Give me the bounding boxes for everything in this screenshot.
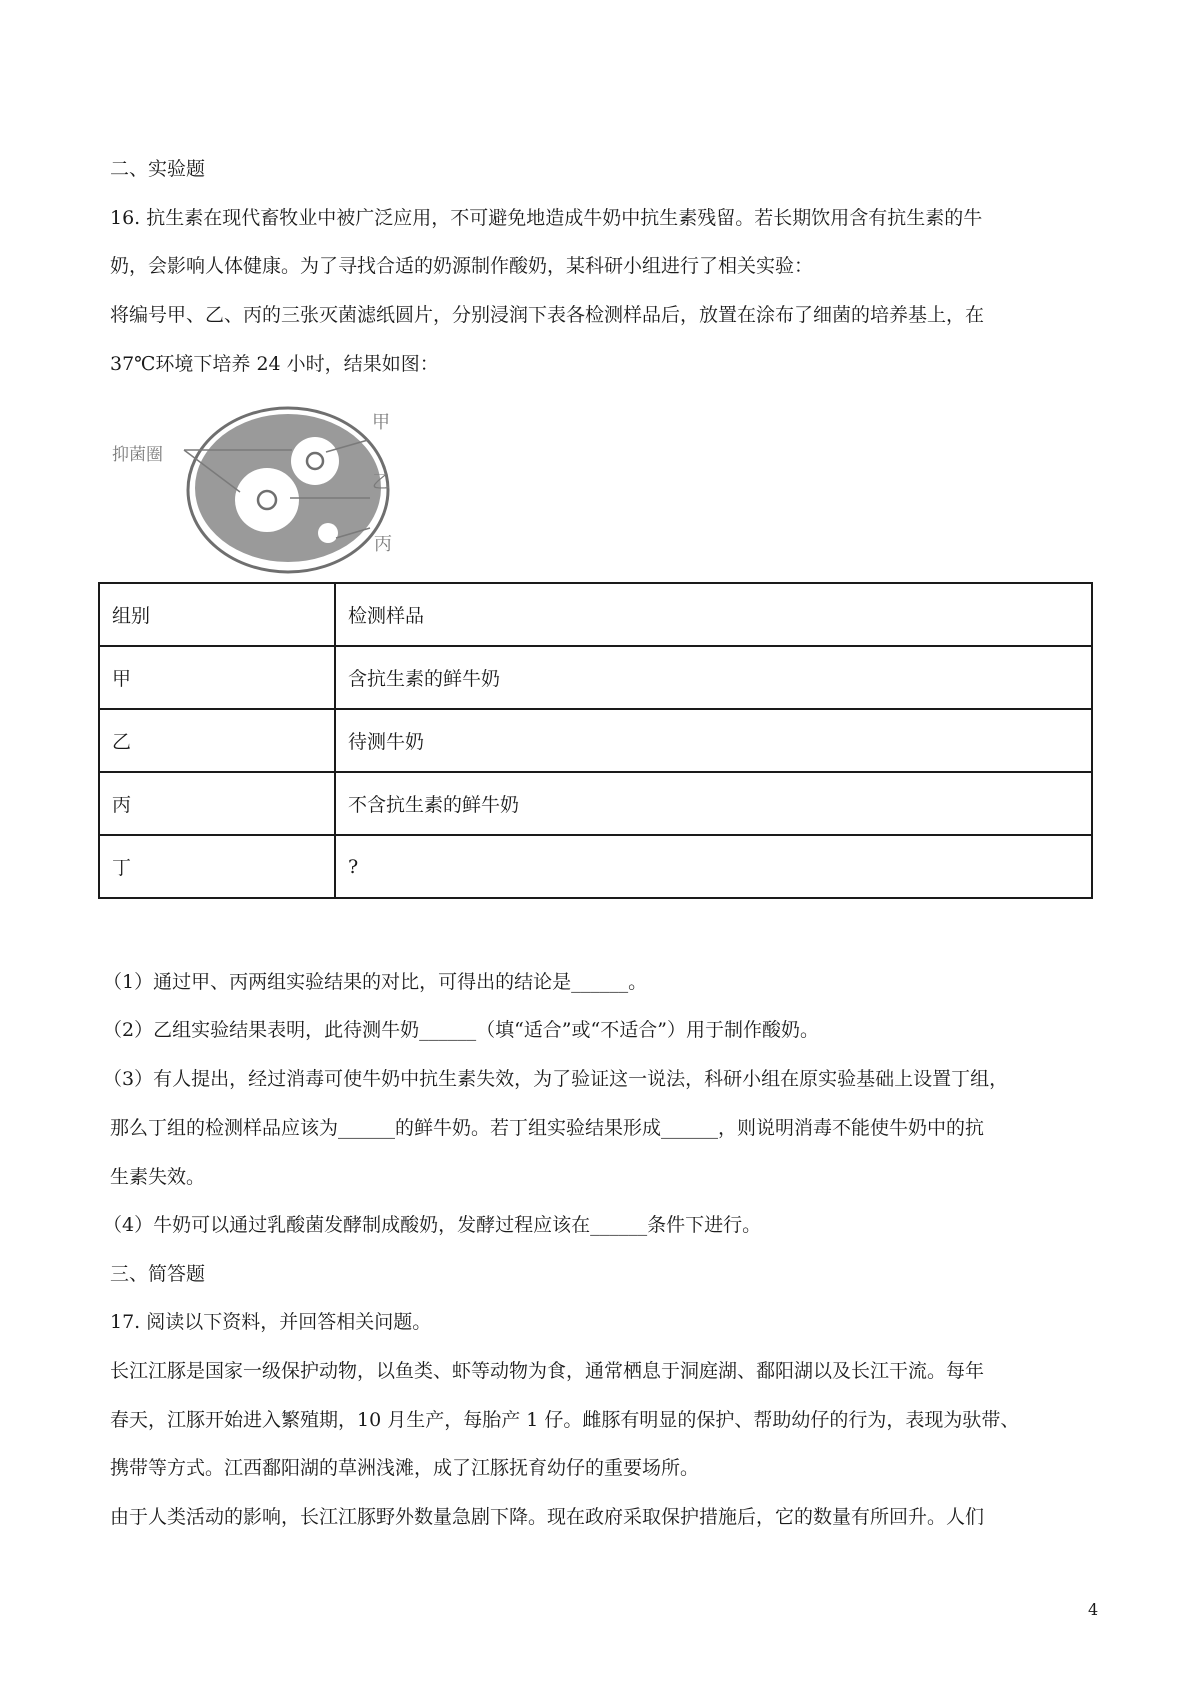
q16-subquestion-3-cont: 生素失效。 <box>110 1166 206 1188</box>
figure-label-bing: 丙 <box>374 534 392 555</box>
table-header-cell: 检测样品 <box>335 583 1092 646</box>
q17-line: 由于人类活动的影响，长江江豚野外数量急剧下降。现在政府采取保护措施后，它的数量有所回升。人们 <box>110 1506 985 1528</box>
table-cell-group: 丙 <box>99 772 335 835</box>
table-header-cell: 组别 <box>99 583 335 646</box>
q16-intro-line: 将编号甲、乙、丙的三张灭菌滤纸圆片，分别浸润下表各检测样品后，放置在涂布了细菌的培养基上，在 <box>110 304 985 326</box>
figure-label-jia: 甲 <box>372 412 390 433</box>
table-cell-group: 乙 <box>99 709 335 772</box>
q16-subquestion-2: （2）乙组实验结果表明，此待测牛奶______（填“适合”或“不适合”）用于制作酸奶。 <box>103 1019 819 1041</box>
q16-subquestion-1: （1）通过甲、丙两组实验结果的对比，可得出的结论是______。 <box>103 971 648 993</box>
page-number: 4 <box>1088 1600 1099 1619</box>
filter-disc-bing <box>318 523 338 543</box>
q16-subquestion-3: （3）有人提出，经过消毒可使牛奶中抗生素失效，为了验证这一说法，科研小组在原实验基础上设置丁组， <box>103 1068 1009 1090</box>
q17-line: 17. 阅读以下资料，并回答相关问题。 <box>110 1311 432 1333</box>
petri-dish-figure <box>112 400 432 575</box>
table-cell-sample: ? <box>335 835 1092 898</box>
q16-intro-line: 奶，会影响人体健康。为了寻找合适的奶源制作酸奶，某科研小组进行了相关实验： <box>110 255 814 277</box>
q16-intro-line: 16. 抗生素在现代畜牧业中被广泛应用，不可避免地造成牛奶中抗生素残留。若长期饮用含有抗生素的牛 <box>110 207 983 229</box>
q16-subquestion-4: （4）牛奶可以通过乳酸菌发酵制成酸奶，发酵过程应该在______条件下进行。 <box>103 1214 762 1236</box>
table-row <box>99 772 1092 835</box>
q17-line: 携带等方式。江西鄱阳湖的草洲浅滩，成了江豚抚育幼仔的重要场所。 <box>110 1457 700 1479</box>
table-cell-sample: 含抗生素的鲜牛奶 <box>335 646 1092 709</box>
q16-subquestion-3-cont: 那么丁组的检测样品应该为______的鲜牛奶。若丁组实验结果形成______，则说明消毒不能使牛奶中的抗 <box>110 1117 985 1139</box>
table-row <box>99 835 1092 898</box>
table-cell-group: 丁 <box>99 835 335 898</box>
inhibition-zone-yi <box>235 468 299 532</box>
section-heading-experiment: 二、实验题 <box>110 158 206 180</box>
table-header-row <box>99 583 1092 646</box>
sample-table <box>98 582 1093 899</box>
section-heading-short-answer: 三、简答题 <box>110 1263 206 1285</box>
inhibition-zone-jia <box>291 437 339 485</box>
figure-label-inhibition-zone: 抑菌圈 <box>112 445 163 465</box>
table-row <box>99 646 1092 709</box>
table-cell-sample: 待测牛奶 <box>335 709 1092 772</box>
table-cell-sample: 不含抗生素的鲜牛奶 <box>335 772 1092 835</box>
table-cell-group: 甲 <box>99 646 335 709</box>
q16-intro-line: 37℃环境下培养 24 小时，结果如图： <box>110 353 439 375</box>
figure-label-yi: 乙 <box>372 472 390 493</box>
q17-line: 春天，江豚开始进入繁殖期，10 月生产，每胎产 1 仔。雌豚有明显的保护、帮助幼仔的行为，表现为驮带、 <box>110 1409 1020 1431</box>
table-row <box>99 709 1092 772</box>
q17-line: 长江江豚是国家一级保护动物，以鱼类、虾等动物为食，通常栖息于洞庭湖、鄱阳湖以及长江干流。每年 <box>110 1360 985 1382</box>
